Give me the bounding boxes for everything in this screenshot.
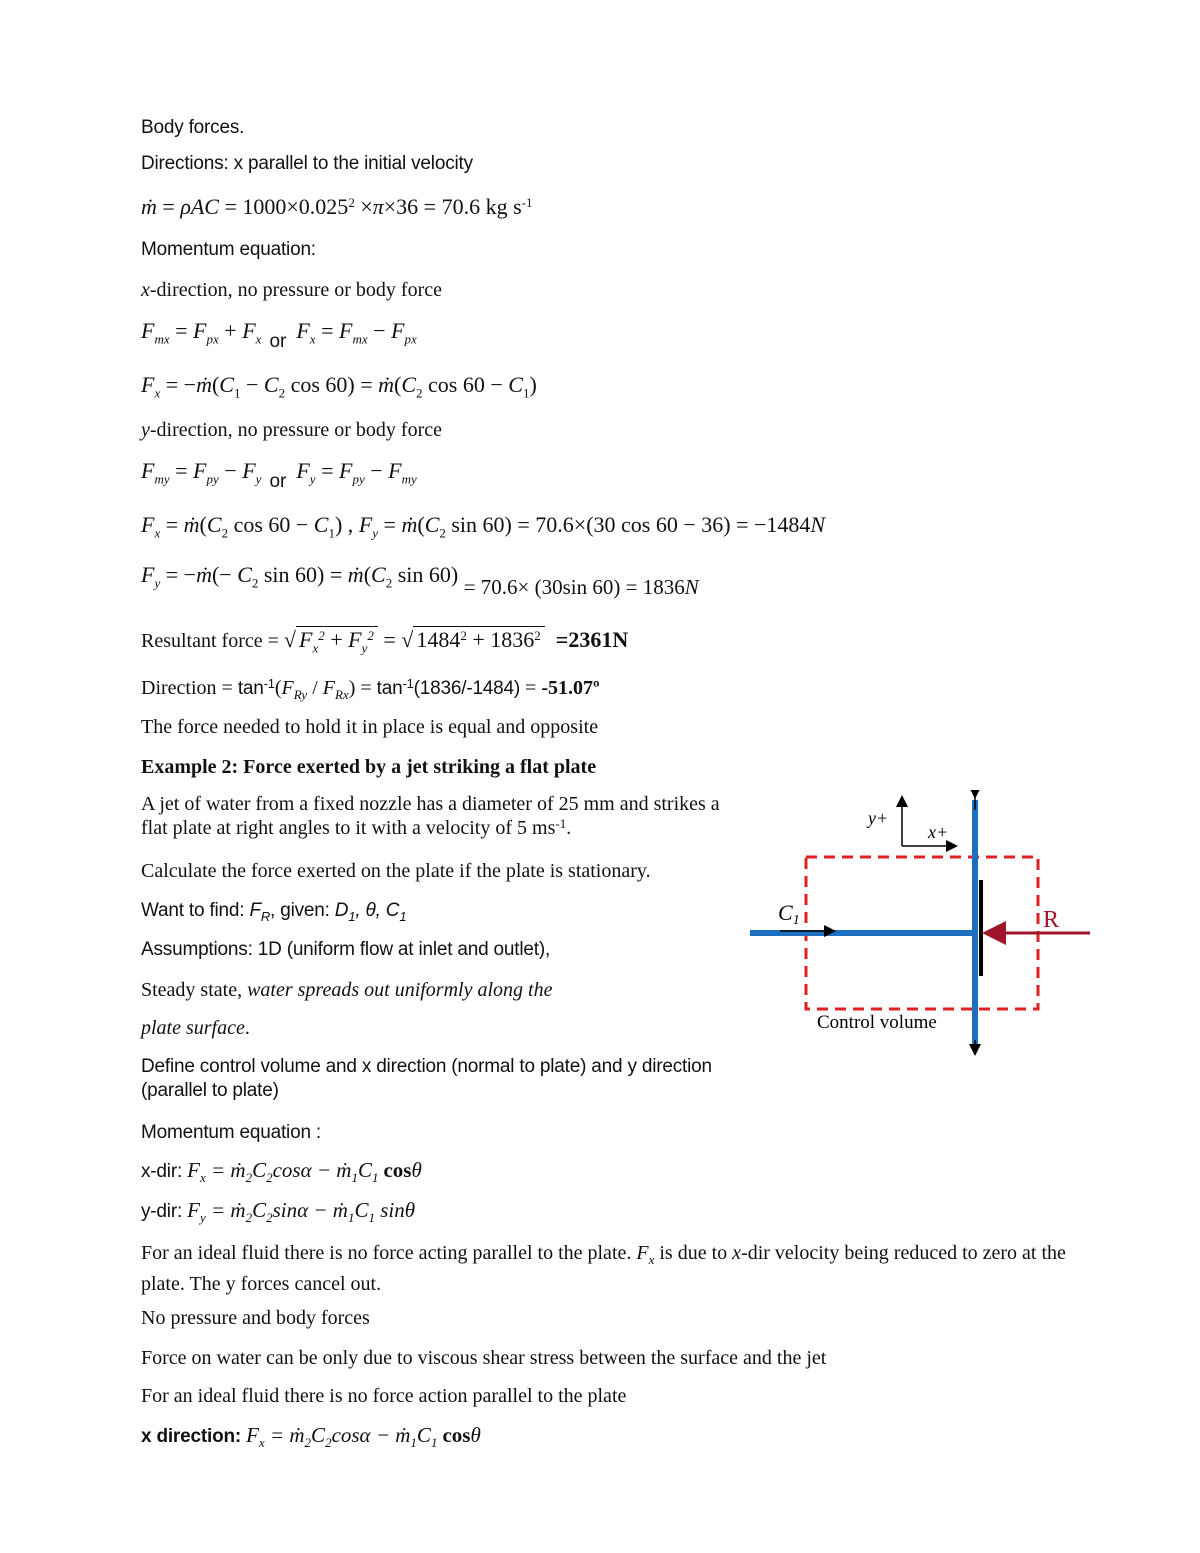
- y-plus-label: y+: [868, 808, 889, 828]
- viscous-line: Force on water can be only due to viscous shear stress between the surface and the jet: [141, 1347, 827, 1369]
- jet-description: A jet of water from a fixed nozzle has a diameter of 25 mm and strikes a flat plate at right angles to it with a velocity of 5 $ms^{-1}$.: [141, 793, 720, 839]
- r-label: R: [1043, 907, 1060, 933]
- c1-label: C1: [778, 900, 800, 928]
- example-2-heading: Example 2: Force exerted by a jet striking a flat plate: [141, 756, 597, 778]
- ideal-fluid-paragraph: For an ideal fluid there is no force acting parallel to the plate. $F_x$ is due to x-dir velocity being reduced to zero at the plate. The y forces cancel out.: [141, 1242, 1066, 1295]
- fx-fy-equation: $F_x$ = $ṁ(C_2$ $\cos 60 - C_1$) , $F_y$ = $ṁ(C_2$ sin 60) = 70.6×(30 cos 60 − 36) = −1484N: [141, 512, 826, 541]
- y-direction-line: y-direction, no pressure or body force: [141, 419, 443, 441]
- want-to-find-line: Want to find: $F_R$, given: $D_1$, θ, $C_1$: [141, 900, 407, 924]
- ideal-fluid-line-2: For an ideal fluid there is no force action parallel to the plate: [141, 1385, 627, 1407]
- fmy-equation: $F_{my} = F_{py} - F_y$ or $F_y = F_{py} - F_{my}$: [141, 458, 417, 492]
- equal-opposite-line: The force needed to hold it in place is equal and opposite: [141, 716, 599, 738]
- y-dir-equation: y-dir: $F_y$ = $ṁ_2C_2\sin\alpha$ − $ṁ_1C_1$ sinθ: [141, 1198, 416, 1226]
- x-dir-equation: x-dir: $F_x$ = $ṁ_2C_2\cos\alpha$ − $ṁ_1C_1$ cosθ: [141, 1158, 422, 1186]
- body-forces-line: Body forces.: [141, 117, 245, 138]
- calculate-line: Calculate the force exerted on the plate if the plate is stationary.: [141, 860, 651, 882]
- fx-equation: $F_x$ = $-ṁ(C_1 - C_2$ $\cos 60) = ṁ(C_2$ $\cos 60 - C_1$): [141, 372, 537, 401]
- x-plus-label: x+: [928, 822, 949, 842]
- or-text: or: [269, 331, 287, 352]
- or-text-2: or: [269, 471, 287, 492]
- mdot-equation: ṁ = $\rho AC = 1000\times 0.025^2 \times\pi\times 36 = 70.6$ kg $s^{-1}$: [141, 194, 533, 219]
- momentum-equation-heading-2: Momentum equation :: [141, 1122, 321, 1143]
- jet-plate-diagram: [745, 790, 1095, 1060]
- assumptions-line: Assumptions: 1D (uniform flow at inlet and outlet),: [141, 939, 551, 960]
- plate-surface-line: plate surface.: [141, 1017, 250, 1039]
- control-volume-label: Control volume: [817, 1012, 937, 1033]
- directions-line: Directions: x parallel to the initial velocity: [141, 153, 473, 174]
- fmx-equation: $F_{mx} = F_{px} + F_x$ or $F_x = F_{mx} - F_{px}$: [141, 318, 417, 352]
- steady-state-line: Steady state, water spreads out uniformly along the: [141, 979, 553, 1001]
- resultant-force-line: Resultant force = √ $F_x^2 + F_y^2$ = √ $1484^2 + 1836^2 =2361N$: [141, 626, 628, 661]
- momentum-equation-heading: Momentum equation:: [141, 239, 316, 260]
- fy-equation: $F_y$ = −ṁ(− $C_2$ $\sin 60) = ṁ(C_2$ sin 60) = 70.6× (30sin 60) = 1836N: [141, 562, 699, 599]
- direction-line: Direction = $\tan^{-1}(F_{Ry} / F_{Rx}) = \tan^{-1}(1836/-1484)$ = -51.07º: [141, 676, 600, 702]
- define-control-volume-line: Define control volume and x direction (normal to plate) and y direction (parallel to plate): [141, 1056, 712, 1101]
- x-direction-equation: x direction: $F_x$ = $ṁ_2C_2\cos\alpha$ − $ṁ_1C_1$ cosθ: [141, 1423, 481, 1451]
- no-pressure-line: No pressure and body forces: [141, 1307, 370, 1329]
- x-direction-line: x-direction, no pressure or body force: [141, 279, 443, 301]
